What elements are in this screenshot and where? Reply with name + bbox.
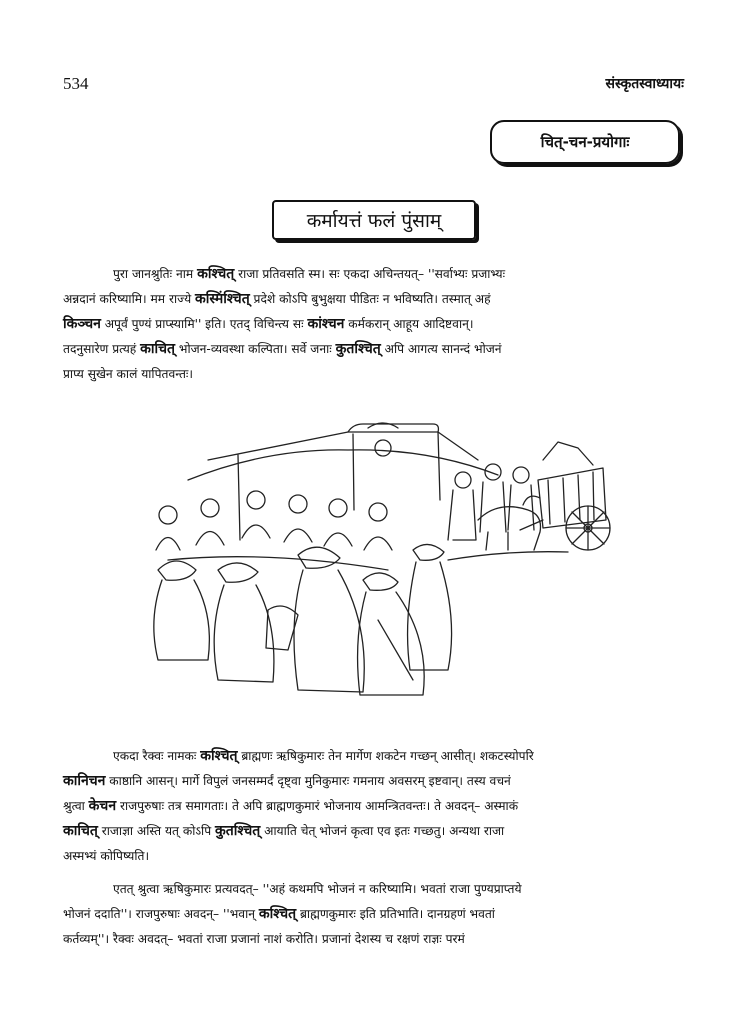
p1-line-1: पुरा जानश्रुतिः नाम कश्चित् राजा प्रतिवसति स्म। सः एकदा अचिन्तयत्– ''सर्वाभ्यः प्रजाभ्यः [113, 266, 506, 282]
page-number: 534 [63, 74, 89, 93]
ground-line [448, 552, 568, 560]
p1-line-5: प्राप्य सुखेन कालं यापितवन्तः। [63, 367, 194, 381]
p1-line-3: किञ्चन अपूर्वं पुण्यं प्राप्स्यामि'' इति। एतद् विचिन्त्य सः कांश्चन कर्मकरान् आहूय आदिष्टवान्। [63, 316, 474, 332]
feast-illustration [148, 420, 613, 710]
running-head: संस्कृतस्वाध्यायः [605, 76, 684, 92]
p1-line-4: तदनुसारेण प्रत्यहं काचित् भोजन-व्यवस्था कल्पिता। सर्वे जनाः कुतश्चित् अपि आगत्य सानन्दं भोजनं [63, 341, 502, 357]
p1-line-2: अन्नदानं करिष्यामि। मम राज्ये कस्मिंश्चित् प्रदेशे कोऽपि बुभुक्षया पीडितः न भविष्यति। तस्मात् अहं [63, 291, 491, 307]
canopy-drawing [188, 423, 498, 540]
p3-line-2: भोजनं ददाति''। राजपुरुषाः अवदन्– ''भवान् कश्चित् ब्राह्मणकुमारः इति प्रतिभाति। दानग्रहणं भवतां [63, 906, 495, 922]
bullock-cart-drawing [478, 442, 610, 550]
keyword: कश्चित् [200, 748, 238, 764]
story-title-box [272, 200, 476, 240]
p2-line-1: एकदा रैक्वः नामकः कश्चित् ब्राह्मणः ऋषिकुमारः तेन मार्गेण शकटेन गच्छन् आसीत्। शकटस्योपरि [113, 748, 534, 764]
keyword: काचित् [63, 823, 98, 839]
p2-line-5: अस्मभ्यं कोपिष्यति। [63, 849, 150, 863]
keyword: कानिचन [63, 773, 106, 789]
paragraph-2 [63, 744, 683, 869]
cart-people-drawing [448, 464, 534, 540]
keyword: किञ्चन [63, 316, 101, 332]
paragraph-1 [63, 262, 683, 387]
keyword: काचित् [140, 341, 176, 357]
seated-crowd-drawing [156, 491, 392, 570]
keyword: केचन [88, 798, 117, 814]
p2-line-4: काचित् राजाज्ञा अस्ति यत् कोऽपि कुतश्चित् आयाति चेत् भोजनं कृत्वा एव इतः गच्छतु। अन्यथा राजा [63, 823, 505, 839]
foreground-figures-drawing [154, 544, 452, 695]
paragraph-3 [63, 877, 683, 952]
p2-line-3: श्रुत्वा केचन राजपुरुषाः तत्र समागताः। ते अपि ब्राह्मणकुमारं भोजनाय आमन्त्रितवन्तः। ते अवदन्– अस्माकं [63, 798, 519, 814]
keyword: कश्चित् [258, 906, 297, 922]
keyword: कुतश्चित् [335, 341, 381, 357]
keyword: कस्मिंश्चित् [195, 291, 250, 307]
keyword: कांश्चन [307, 316, 345, 332]
p3-line-1: एतत् श्रुत्वा ऋषिकुमारः प्रत्यवदत्– ''अहं कथमपि भोजनं न करिष्यामि। भवतां राजा पुण्यप्राप्तये [113, 882, 522, 896]
section-tag-label: चित्-चन-प्रयोगाः [540, 133, 630, 151]
p3-line-3: कर्तव्यम्''। रैक्वः अवदत्– भवतां राजा प्रजानां नाशं करोति। प्रजानां देशस्य च रक्षणं राज्ञः परमं [63, 932, 465, 946]
keyword: कुतश्चित् [215, 823, 261, 839]
p2-line-2: कानिचन काष्ठानि आसन्। मार्गे विपुलं जनसम्मर्दं दृष्ट्वा मुनिकुमारः गमनाय अवसरम् इष्टवान्। तस्य वचनं [63, 773, 511, 789]
section-tag-box [490, 120, 680, 164]
story-title: कर्मायत्तं फलं पुंसाम् [306, 210, 442, 232]
keyword: कश्चित् [197, 266, 235, 282]
